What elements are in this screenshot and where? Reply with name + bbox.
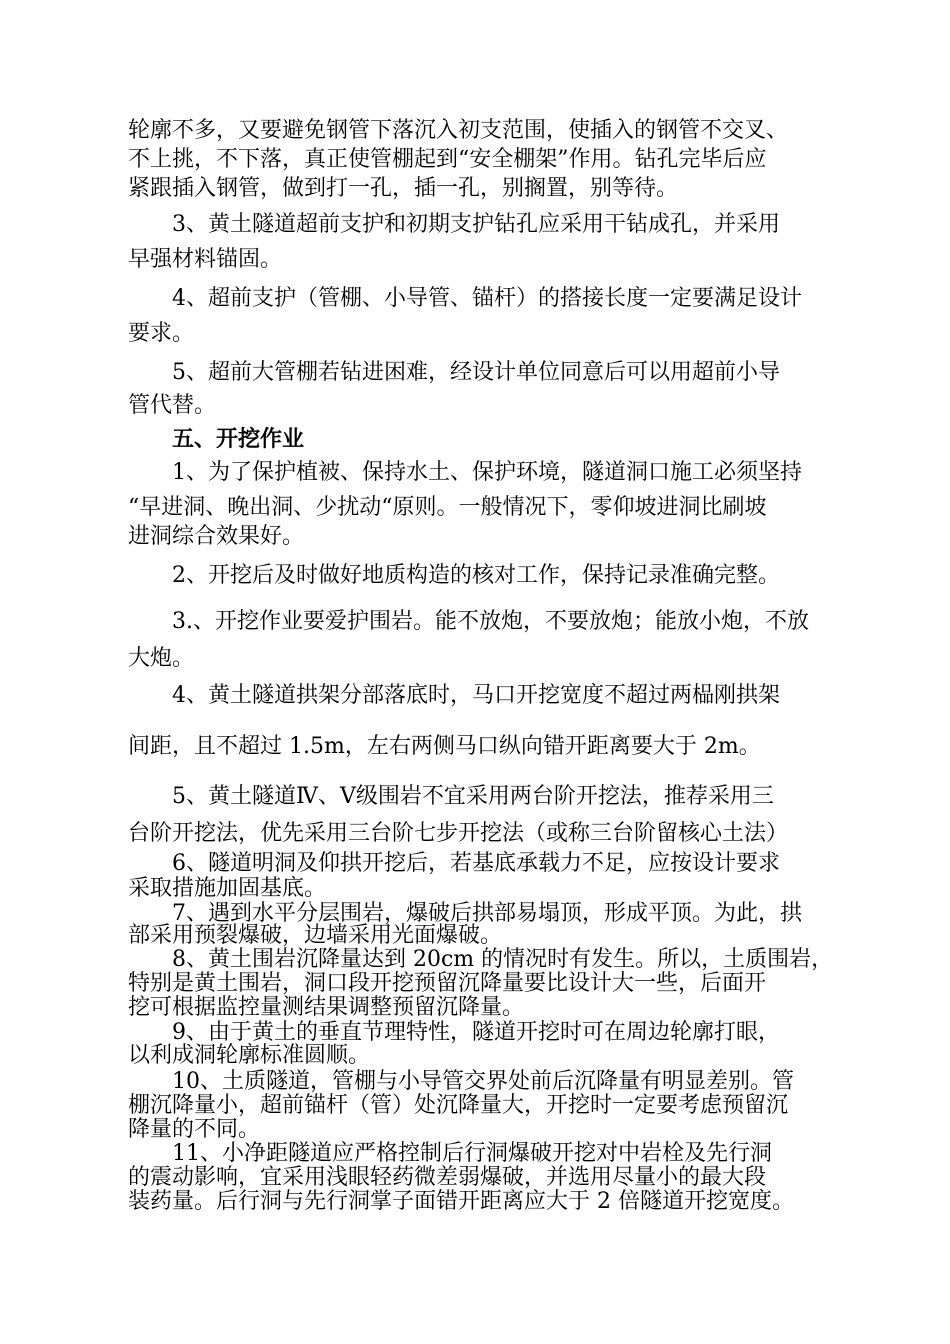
paragraph-8: 8、黄土围岩沉降量达到 20cm 的情况时有发生。所以，土质围岩， xyxy=(172,947,834,972)
paragraph-2: 2、开挖后及时做好地质构造的核对工作，保持记录准确完整。 xyxy=(172,563,780,588)
paragraph-3b: 3.、开挖作业要爱护围岩。能不放炮，不要放炮；能放小炮，不放 xyxy=(172,609,809,634)
paragraph-4b: 4、黄土隧道拱架分部落底时，马口开挖宽度不超过两榀刚拱架 xyxy=(172,683,780,708)
text-line: “早进洞、晚出洞、少扰动“原则。一般情况下，零仰坡进洞比刷坡 xyxy=(128,495,767,520)
text-line: 间距，且不超过 1.5m，左右两侧马口纵向错开距离要大于 2m。 xyxy=(128,734,761,759)
text-line: 大炮。 xyxy=(128,646,195,671)
text-line: 进洞综合效果好。 xyxy=(128,524,305,549)
text-line: 的震动影响，宜采用浅眼轻药微差弱爆破，并选用尽量小的最大段 xyxy=(128,1165,767,1190)
text-line: 特别是黄土围岩，洞口段开挖预留沉降量要比设计大一些，后面开 xyxy=(128,971,767,996)
text-line: 管代替。 xyxy=(128,393,217,418)
paragraph-6: 6、隧道明洞及仰拱开挖后，若基底承载力不足，应按设计要求 xyxy=(172,851,780,876)
text-line: 采取措施加固基底。 xyxy=(128,876,327,901)
section-heading: 五、开挖作业 xyxy=(172,426,305,452)
text-line: 部采用预裂爆破，边墙采用光面爆破。 xyxy=(128,923,503,948)
paragraph-9: 9、由于黄土的垂直节理特性，隧道开挖时可在周边轮廓打眼， xyxy=(172,1020,780,1045)
text-line: 紧跟插入钢管，做到打一孔，插一孔，别搁置，别等待。 xyxy=(128,176,679,201)
paragraph-5: 5、超前大管棚若钻进困难，经设计单位同意后可以用超前小导 xyxy=(172,360,780,385)
paragraph-5b: 5、黄土隧道Ⅳ、Ⅴ级围岩不宜采用两台阶开挖法，推荐采用三 xyxy=(172,784,774,809)
paragraph-11: 11、小净距隧道应严格控制后行洞爆破开挖对中岩栓及先行洞 xyxy=(172,1141,772,1166)
text-line: 以利成洞轮廓标准圆顺。 xyxy=(128,1043,371,1068)
paragraph-10: 10、土质隧道，管棚与小导管交界处前后沉降量有明显差别。管 xyxy=(172,1069,794,1094)
text-line: 轮廓不多，又要避免钢管下落沉入初支范围，使插入的钢管不交叉、 xyxy=(128,118,789,143)
text-line: 装药量。后行洞与先行洞掌子面错开距离应大于 2 倍隧道开挖宽度。 xyxy=(128,1189,794,1214)
paragraph-7: 7、遇到水平分层围岩，爆破后拱部易塌顶，形成平顶。为此，拱 xyxy=(172,901,802,926)
text-line: 台阶开挖法，优先采用三台阶七步开挖法（或称三台阶留核心土法） xyxy=(128,821,789,846)
text-line: 不上挑，不下落，真正使管棚起到“安全棚架”作用。钻孔完毕后应 xyxy=(128,147,767,172)
text-line: 挖可根据监控量测结果调整预留沉降量。 xyxy=(128,995,525,1020)
paragraph-3: 3、黄土隧道超前支护和初期支护钻孔应采用干钻成孔，并采用 xyxy=(172,212,780,237)
text-line: 早强材料锚固。 xyxy=(128,247,283,272)
text-line: 要求。 xyxy=(128,321,195,346)
paragraph-1: 1、为了保护植被、保持水土、保护环境，隧道洞口施工必须坚持 xyxy=(172,460,802,485)
paragraph-4: 4、超前支护（管棚、小导管、锚杆）的搭接长度一定要满足设计 xyxy=(172,286,802,311)
text-line: 棚沉降量小，超前锚杆（管）处沉降量大，开挖时一定要考虑预留沉 xyxy=(128,1093,789,1118)
text-line: 降量的不同。 xyxy=(128,1117,261,1142)
